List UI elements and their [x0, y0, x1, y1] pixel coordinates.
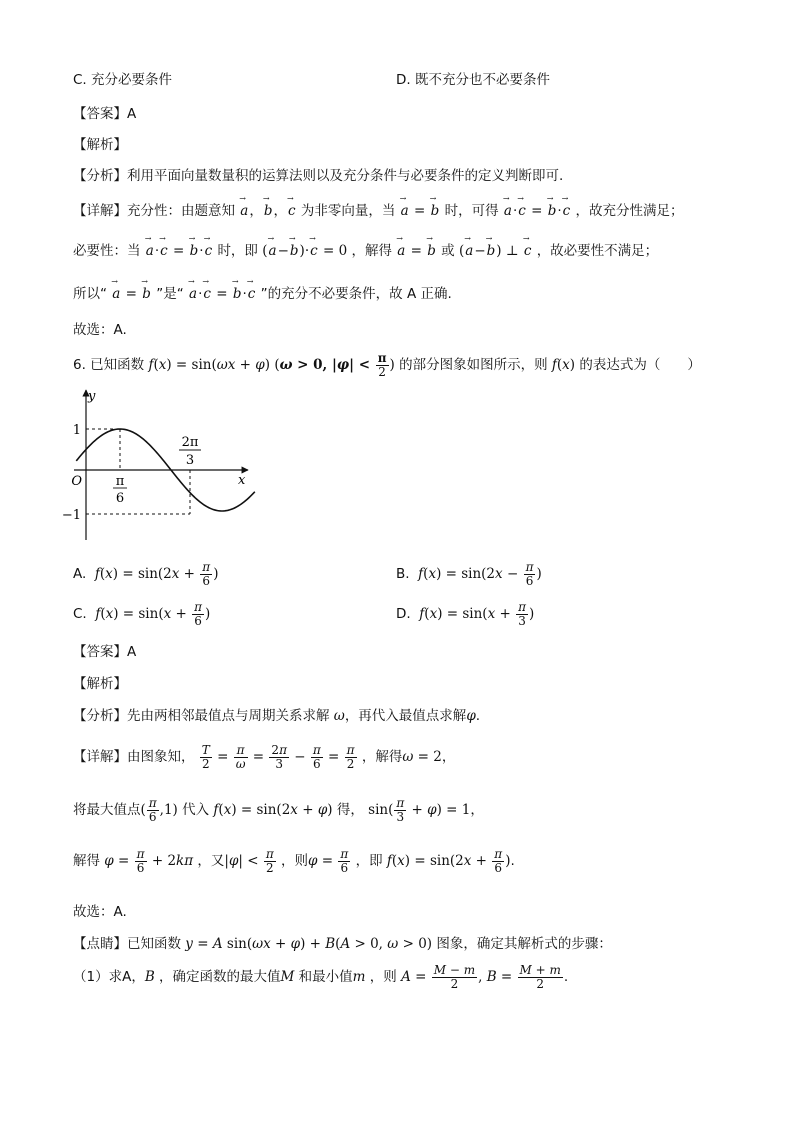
- step-1-line: （1）求A，B ，确定函数的最大值M 和最小值m ，则 A = $\frac{M - m}{2}$ , B = $\frac{M + m}{2}$ .: [73, 963, 569, 991]
- x-label: x: [238, 473, 246, 488]
- xiangjie-line-1: 【详解】由图象知， $\frac{T}{2}$ = $\frac{\pi}{\omega}$ = $\frac{2\pi}{3}$ − $\frac{\pi}{6}$ = $\frac{\pi}{2}$ ，解得ω = 2，: [73, 743, 456, 771]
- choose-line-prev: 故选：A.: [73, 322, 127, 338]
- y-tick-one: 1: [72, 423, 81, 438]
- x-tick-2pi-over-3-num: 2π: [181, 435, 199, 450]
- option-c-q6: C. f(x) = sin(x + $\frac{\pi}{6}$ ): [73, 600, 211, 628]
- xiangjie-line-3: 解得 φ = $\frac{\pi}{6}$ + 2kπ ，又|φ| < $\frac{\pi}{2}$ ，则φ = $\frac{\pi}{6}$ ，即 f(x) = sin(2x + $\frac{\pi}{6}$ ).: [73, 847, 515, 875]
- x-tick-pi-over-6-den: 6: [115, 491, 125, 506]
- option-d-q6: D. f(x) = sin(x + $\frac{\pi}{3}$ ): [396, 600, 535, 628]
- option-d: D. 既不充分也不必要条件: [396, 72, 550, 88]
- fenxi-line: 【分析】先由两相邻最值点与周期关系求解 ω，再代入最值点求解φ.: [73, 708, 481, 724]
- question-stem: 6. 已知函数 f(x) = sin(ωx + φ) (ω > 0, |φ| < $\frac{\pi}{2}$ ) 的部分图象如图所示，则 f(x) 的表达式为（ ）: [73, 351, 701, 379]
- sine-graph: [61, 386, 258, 546]
- x-tick-pi-over-6-num: π: [115, 474, 125, 489]
- option-a: A. f(x) = sin(2x + $\frac{\pi}{6}$ ): [73, 560, 219, 588]
- y-tick-neg-one: −1: [61, 508, 81, 523]
- xiangjie-line-2: 将最大值点( $\frac{\pi}{6}$ ,1) 代入 f(x) = sin(2x + φ) 得， sin( $\frac{\pi}{3}$ + φ) = 1，: [73, 796, 484, 824]
- dianjing-line: 【点睛】已知函数 y = A sin(ωx + φ) + B(A > 0, ω > 0) 图象，确定其解析式的步骤：: [73, 936, 612, 952]
- analysis-heading: 【解析】: [73, 676, 127, 692]
- analysis-heading-prev: 【解析】: [73, 137, 127, 153]
- origin-label: O: [71, 474, 82, 489]
- answer-line: 【答案】A: [73, 644, 137, 660]
- necessity-line: 必要性：当 → a·→ c = → b·→ c 时，即 (→ a−→ b)·→ c = 0 ，解得 → a = → b 或 (→ a−→ b) ⊥ → c ，故必要性不满足；: [73, 239, 658, 259]
- summary-line-prev: 所以“ → a = → b ”是“ → a·→ c = → b·→ c ”的充分不必要条件，故 A 正确.: [73, 282, 452, 302]
- answer-line-prev: 【答案】A: [73, 106, 137, 122]
- x-tick-2pi-over-3-den: 3: [185, 453, 195, 468]
- choose-line: 故选：A.: [73, 904, 127, 920]
- xiangjie-line-prev: 【详解】充分性：由题意知 → a，→ b，→ c 为非零向量，当 → a = → b 时，可得 → a·→ c = → b·→ c ，故充分性满足；: [73, 199, 684, 219]
- option-c: C. 充分必要条件: [73, 72, 173, 88]
- y-label: y: [88, 389, 96, 404]
- fenxi-line-prev: 【分析】利用平面向量数量积的运算法则以及充分条件与必要条件的定义判断即可.: [73, 168, 564, 184]
- option-b: B. f(x) = sin(2x − $\frac{\pi}{6}$ ): [396, 560, 542, 588]
